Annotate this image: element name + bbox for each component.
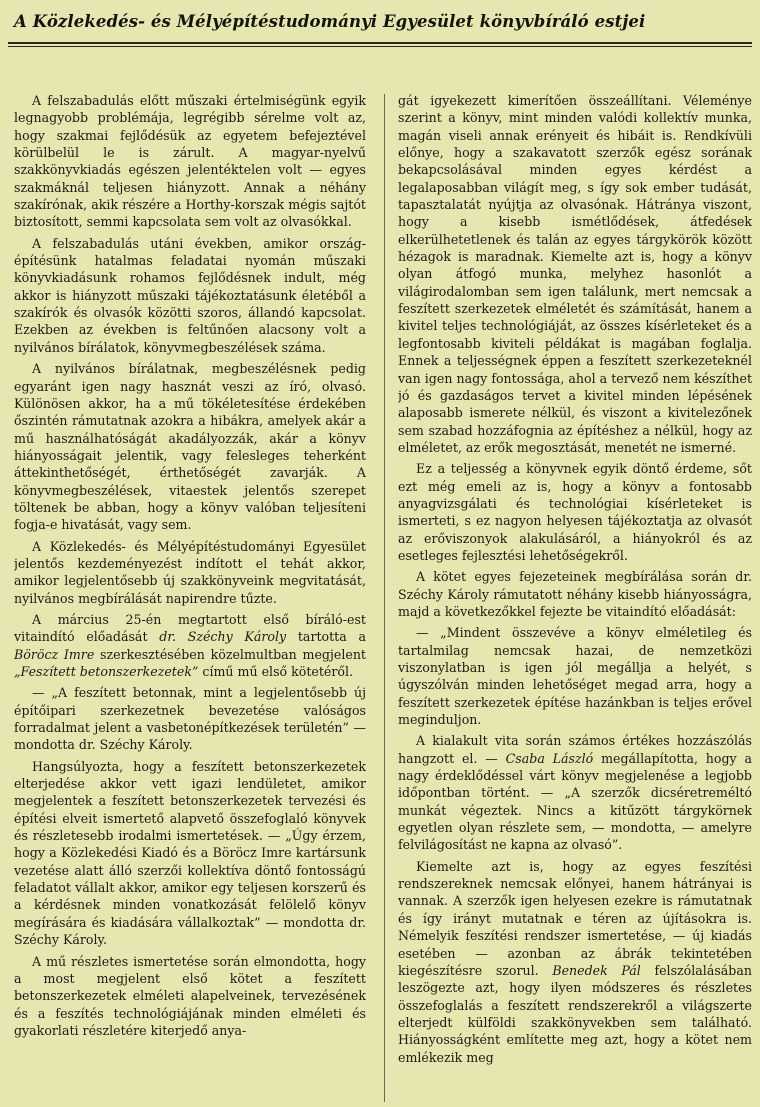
article-title: A Közlekedés- és Mélyépítéstudományi Egyesület könyvbíráló estjei [14,12,646,31]
italic-name: Böröcz Imre [14,646,95,662]
italic-name: „Feszített betonszerkezetek” [14,664,199,679]
italic-name: dr. Széchy Károly [159,629,287,645]
paragraph: A felszabadulás előtt műszaki értelmiségünk egyik legnagyobb problémája, legrégibb sérelme volt az, hogy szakmai fejlődésük az egyetem befejeztével körülbelül le is zárult. A magyar-nyelvű szakkönyvkiadás egészen jelentéktelen volt — egyes szakmáknál teljesen hiányzott. Annak a néhány szakírónak, akik részére a Horthy-korszak mégis sajtót biztosított, semmi kapcsolata sem volt az olvasókkal. [14,93,366,230]
title-rule-thin [8,46,752,47]
right-column [398,92,752,1104]
paragraph: A Közlekedés- és Mélyépítéstudományi Egyesület jelentős kezdeményezést indított el tehát akkor, amikor legjelentősebb új szakkönyveink megvitatását, nyilvános megbírálását napirendre tűzte. [14,538,366,606]
paragraph: A felszabadulás utáni években, amikor ország-építésünk hatalmas feladatai nyomán műszaki könyvkiadásunk rohamos fejlődésnek indult, még akkor is hiányzott műszaki tájékoztatásunk életéből a szakírók és olvasók közötti szoros, állandó kapcsolat. Ezekben az években is feltűnően alacsony volt a nyilvános bírálatok, könyvmegbeszélések száma. [14,235,366,355]
paragraph: A kialakult vita során számos értékes hozzászólás hangzott el. — Csaba László megállapította, hogy a nagy érdeklődéssel várt könyv megjelenése a legjobb időpontban történt. — „A szerzők dicséretreméltó munkát végeztek. Nincs a kitűzött tárgykörnek egyetlen olyan részlete sem, — mondotta, — amelyre felvilágosítást ne kapna az olvasó”. [398,733,752,853]
paragraph: gát igyekezett kimerítően összeállítani. Véleménye szerint a könyv, mint minden valódi kollektív munka, magán viseli annak erényeit és hibáit is. Rendkívüli előnye, hogy a szakavatott szerzők egész sorának bekapcsolásával minden egyes kérdést a legalaposabban világít meg, s így sok ember tudását, tapasztalatát nyújtja az olvasónak. Hátránya viszont, hogy a kisebb ismétlődések, átfedések elkerülhetetlenek és talán az egyes tárgykörök között hézagok is maradnak. Kiemelte azt is, hogy a könyv olyan átfogó munka, melyhez hasonlót a világirodalomban sem igen találunk, mert nemcsak a feszített szerkezetek elméletét és számítását, hanem a kivitel teljes technológiáját, az összes kísérleteket és a legfontosabb kiviteli példákat is magában foglalja. Ennek a teljességnek éppen a feszített szerkezeteknél van igen nagy fontossága, ahol a tervező nem készíthet jó és gazdaságos tervet a kivitel minden lépésének alaposabb ismerete nélkül, és viszont a kivitelezőnek sem szabad hozzáfognia az építéshez a nélkül, hogy az elméletet, az erők megosztását, menetét ne ismerné. [398,93,752,455]
paragraph: Kiemelte azt is, hogy az egyes feszítési rendszereknek nemcsak előnyei, hanem hátrányai is vannak. A szerzők igen helyesen ezekre is rámutatnak és így irányt mutatnak e téren az újításokra is. Némelyik feszítési rendszer ismertetése, — új kiadás esetében — azonban az ábrák tekintetében kiegészítésre szorul. Benedek Pál felszólalásában leszögezte azt, hogy ilyen módszeres és részletes összefoglalás a feszített rendszerekről a világszerte elterjedt külföldi szakkönyvekben sem található. Hiányosságként említette meg azt, hogy a kötet nem emlékezik meg [398,858,752,1065]
column-divider [384,94,385,1102]
paragraph: — „Mindent összevéve a könyv elméletileg és tartalmilag nemcsak hazai, de nemzetközi viszonylatban is igen jól megállja a helyét, s úgyszólván minden lehetőséget megad arra, hogy a feszített szerkezetek építése hazánkban is teljes erővel meginduljon. [398,625,752,728]
paragraph: Hangsúlyozta, hogy a feszített betonszerkezetek elterjedése akkor vett igazi lendületet, amikor megjelentek a feszített betonszerkezetek tervezési és építési elveit ismertető alapvető összefoglaló könyvek és részletesebb irodalmi ismertetések. — „Úgy érzem, hogy a Közlekedési Kiadó és a Böröcz Imre kartársunk vezetése alatt álló szerzői kollektíva döntő fontosságú feladatot vállalt akkor, amikor egy teljesen korszerű és a kérdésnek minden vonatkozását felölelő könyv megírására és kiadására vállalkoztak” — mondotta dr. Széchy Károly. [14,758,366,948]
left-column [14,92,366,1104]
paragraph: A nyilvános bírálatnak, megbeszélésnek pedig egyaránt igen nagy hasznát veszi az író, olvasó. Különösen akkor, ha a mű tökéletesítése érdekében őszintén rámutatnak azokra a hibákra, amelyek akár a mű használhatóságát akadályozzák, akár a könyv hiányosságait jelentik, vagy felesleges teherként áttekinthetőségét, érthetőségét zavarják. A könyvmegbeszélések, vitaestek jelentős szerepet töltenek be abban, hogy a könyv valóban teljesíteni fogja-e hivatását, vagy sem. [14,361,366,533]
paragraph: A március 25-én megtartott első bíráló-est vitaindító előadását dr. Széchy Károly tartotta a Böröcz Imre szerkesztésében közelmultban megjelent „Feszített betonszerkezetek” című mű első kötetéről. [14,611,366,679]
paragraph: Ez a teljesség a könyvnek egyik döntő érdeme, sőt ezt még emeli az is, hogy a könyv a fontosabb anyagvizsgálati és technológiai kísérleteket is ismerteti, s ez nagyon helyesen tájékoztatja az olvasót az erőviszonyok alakulásáról, a hiányokról és az esetleges fejlesztési lehetőségekről. [398,461,752,563]
paragraph: A mű részletes ismertetése során elmondotta, hogy a most megjelent első kötet a feszített betonszerkezetek elméleti alapelveinek, tervezésének és a feszítés technológiájának minden elméleti és gyakorlati részletére kiterjedő anya- [14,953,366,1038]
paragraph: A kötet egyes fejezeteinek megbírálása során dr. Széchy Károly rámutatott néhány kisebb hiányosságra, majd a következőkkel fejezte be vitaindító előadását: [398,569,752,619]
title-rule [8,42,752,44]
italic-name: Csaba László [505,750,594,766]
italic-name: Benedek Pál [552,962,641,978]
paragraph: — „A feszített betonnak, mint a legjelentősebb új építőipari szerkezetnek bevezetése valóságos forradalmat jelent a vasbetonépítkezések területén” — mondotta dr. Széchy Károly. [14,685,366,753]
